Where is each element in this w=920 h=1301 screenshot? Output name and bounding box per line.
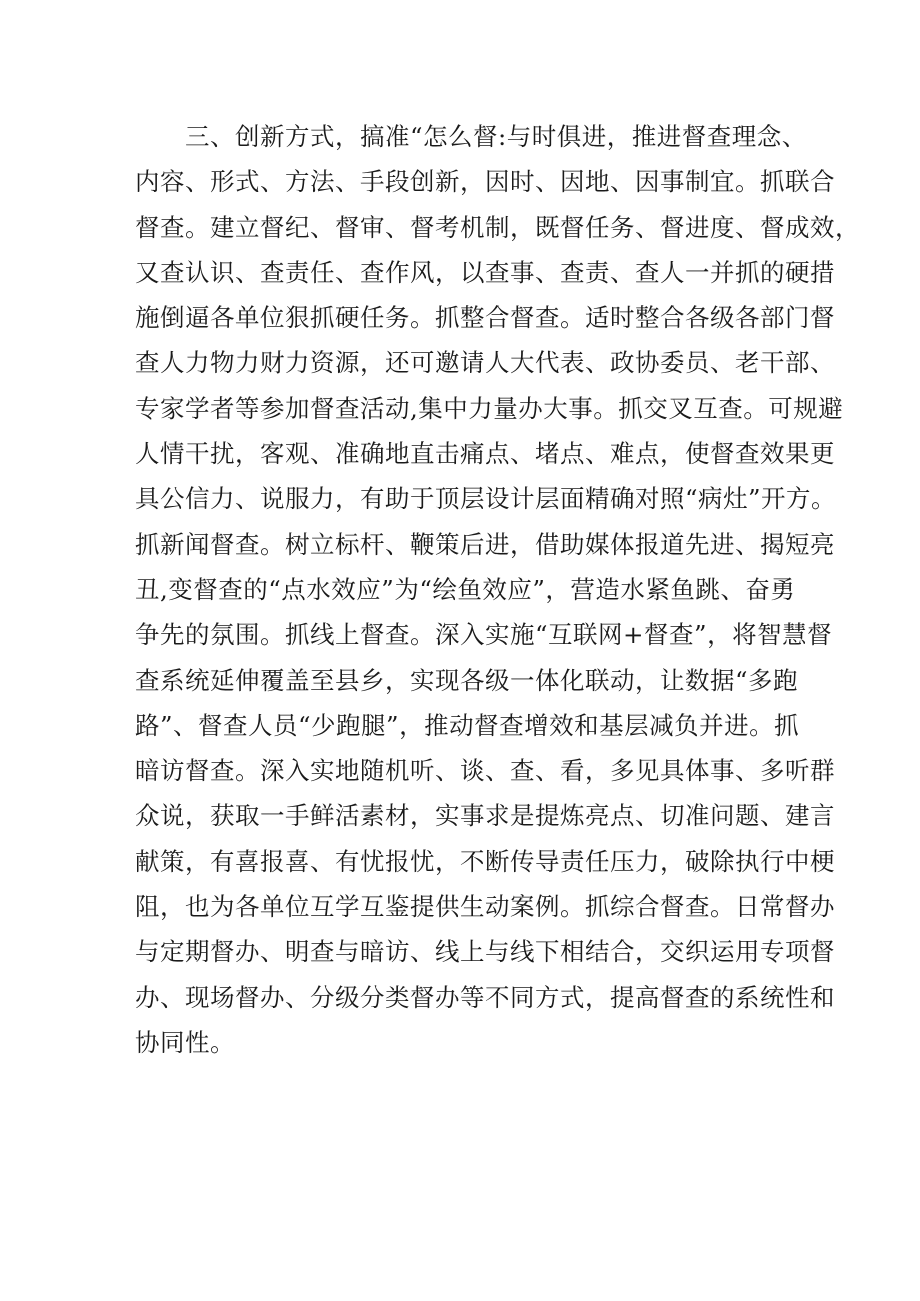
- paragraph-line: 内容、形式、方法、手段创新，因时、因地、因事制宜。抓联合: [135, 167, 835, 197]
- paragraph-line: 众说，获取一手鲜活素材，实事求是提炼亮点、切准问题、建言: [135, 801, 835, 831]
- paragraph-line: 路”、督查人员“少跑腿”，推动督查增效和基层减负并进。抓: [135, 710, 800, 740]
- paragraph-line: 人情干扰，客观、准确地直击痛点、堵点、难点，使督查效果更: [135, 439, 835, 469]
- paragraph-line: 查系统延伸覆盖至县乡，实现各级一体化联动，让数据“多跑: [135, 665, 799, 695]
- paragraph-line: 专家学者等参加督查活动,集中力量办大事。抓交叉互查。可规避: [135, 393, 844, 423]
- paragraph-line: 又查认识、查责任、查作风，以查事、查责、查人一并抓的硬措: [135, 257, 835, 287]
- paragraph-line: 办、现场督办、分级分类督办等不同方式，提高督查的系统性和: [135, 982, 835, 1012]
- paragraph-line: 具公信力、说服力，有助于顶层设计层面精确对照“病灶”开方。: [135, 484, 837, 514]
- paragraph-line: 查人力物力财力资源，还可邀请人大代表、政协委员、老干部、: [135, 348, 835, 378]
- paragraph-line: 抓新闻督查。树立标杆、鞭策后进，借助媒体报道先进、揭短亮: [135, 529, 835, 559]
- paragraph-line: 丑,变督查的“点水效应”为“绘鱼效应”，营造水紧鱼跳、奋勇: [135, 574, 796, 604]
- paragraph-line: 三、创新方式，搞准“怎么督:与时俱进，推进督查理念、: [185, 122, 807, 151]
- paragraph-line: 协同性。: [135, 1027, 235, 1057]
- body-paragraph: [135, 114, 860, 1065]
- paragraph-line: 施倒逼各单位狠抓硬任务。抓整合督查。适时整合各级各部门督: [135, 303, 835, 333]
- paragraph-line: 暗访督查。深入实地随机听、谈、查、看，多见具体事、多听群: [135, 756, 835, 786]
- paragraph-line: 督查。建立督纪、督审、督考机制，既督任务、督进度、督成效，: [135, 212, 860, 242]
- paragraph-line: 争先的氛围。抓线上督查。深入实施“互联网+督查”，将智慧督: [135, 620, 833, 650]
- paragraph-line: 阻，也为各单位互学互鉴提供生动案例。抓综合督查。日常督办: [135, 892, 835, 922]
- paragraph-line: 与定期督办、明查与暗访、线上与线下相结合，交织运用专项督: [135, 937, 835, 967]
- paragraph-line: 献策，有喜报喜、有忧报忧，不断传导责任压力，破除执行中梗: [135, 846, 835, 876]
